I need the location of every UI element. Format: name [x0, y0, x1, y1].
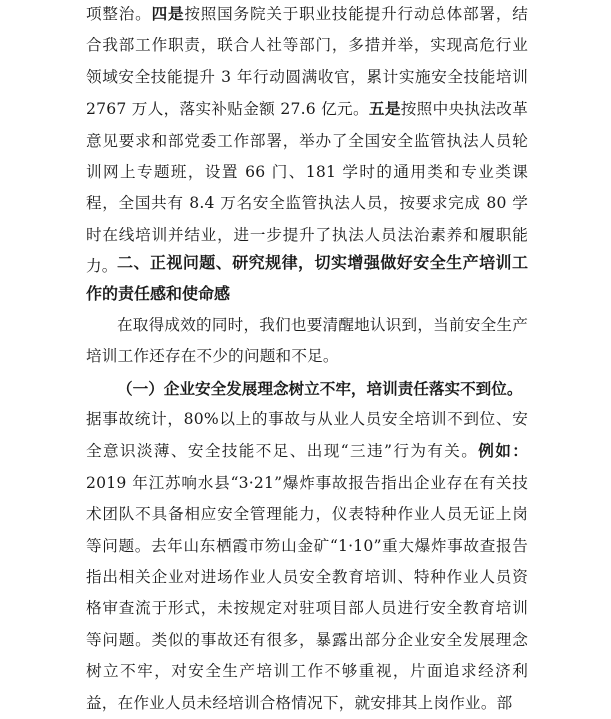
text-segment: 据事故统计，80%以上的事故与从业人员安全培训不到位、安全意识淡薄、安全技能不足、出现“三违”行为有关。 [86, 410, 528, 461]
paragraph-problems [86, 404, 528, 719]
intro-text: 在取得成效的同时，我们也要清醒地认识到，当前安全生产培训工作还存在不少的问题和不足。 [86, 316, 528, 366]
section-heading: 二、正视问题、研究规律，切实增强做好安全生产培训工作的责任感和使命感 [86, 253, 528, 304]
text-segment: 按照中央执法改革意见要求和部党委工作部署，举办了全国安全监管执法人员轮训网上专题班，设置 66 门、181 学时的通用类和专业类课程，全国共有 8.4 万名安全监管执法人员，按要求完成 80 学时在线培训并结业，进一步提升了执法人员法治素养和履职能力。 [86, 100, 528, 276]
text-segment: 2019 年江苏响水县“3·21”爆炸事故报告指出企业存在有关技术团队不具备相应安全管理能力，仪表特种作业人员无证上岗等问题。去年山东栖霞市笏山金矿“1·10”重大爆炸事故查报告指出相关企业对进场作业人员安全教育培训、特种作业人员资格审查流于形式，未按规定对驻项目部人员进行安全教育培训等问题。类似的事故还有很多，暴露出部分企业安全发展理念树立不牢，对安全生产培训工作不够重视，片面追求经济利益，在作业人员未经培训合格情况下，就安排其上岗作业。部 [86, 473, 528, 712]
paragraph-achievements [86, 0, 528, 283]
example-label: 例如： [478, 441, 529, 461]
paragraph-intro [86, 310, 528, 373]
text-segment: 项整治。 [86, 5, 152, 23]
point-label-four: 四是 [151, 4, 185, 23]
text-segment: 按照国务院关于职业技能提升行动总体部署，结合我部工作职责，联合人社等部门，多措并举，实现高危行业领域安全技能提升 3 年行动圆满收官，累计实施安全技能培训 2767 万人，落实补贴金额 27.6 亿元。 [86, 5, 529, 119]
sub-heading: （一）企业安全发展理念树立不牢，培训责任落实不到位。 [117, 379, 523, 398]
point-label-five: 五是 [368, 99, 401, 119]
